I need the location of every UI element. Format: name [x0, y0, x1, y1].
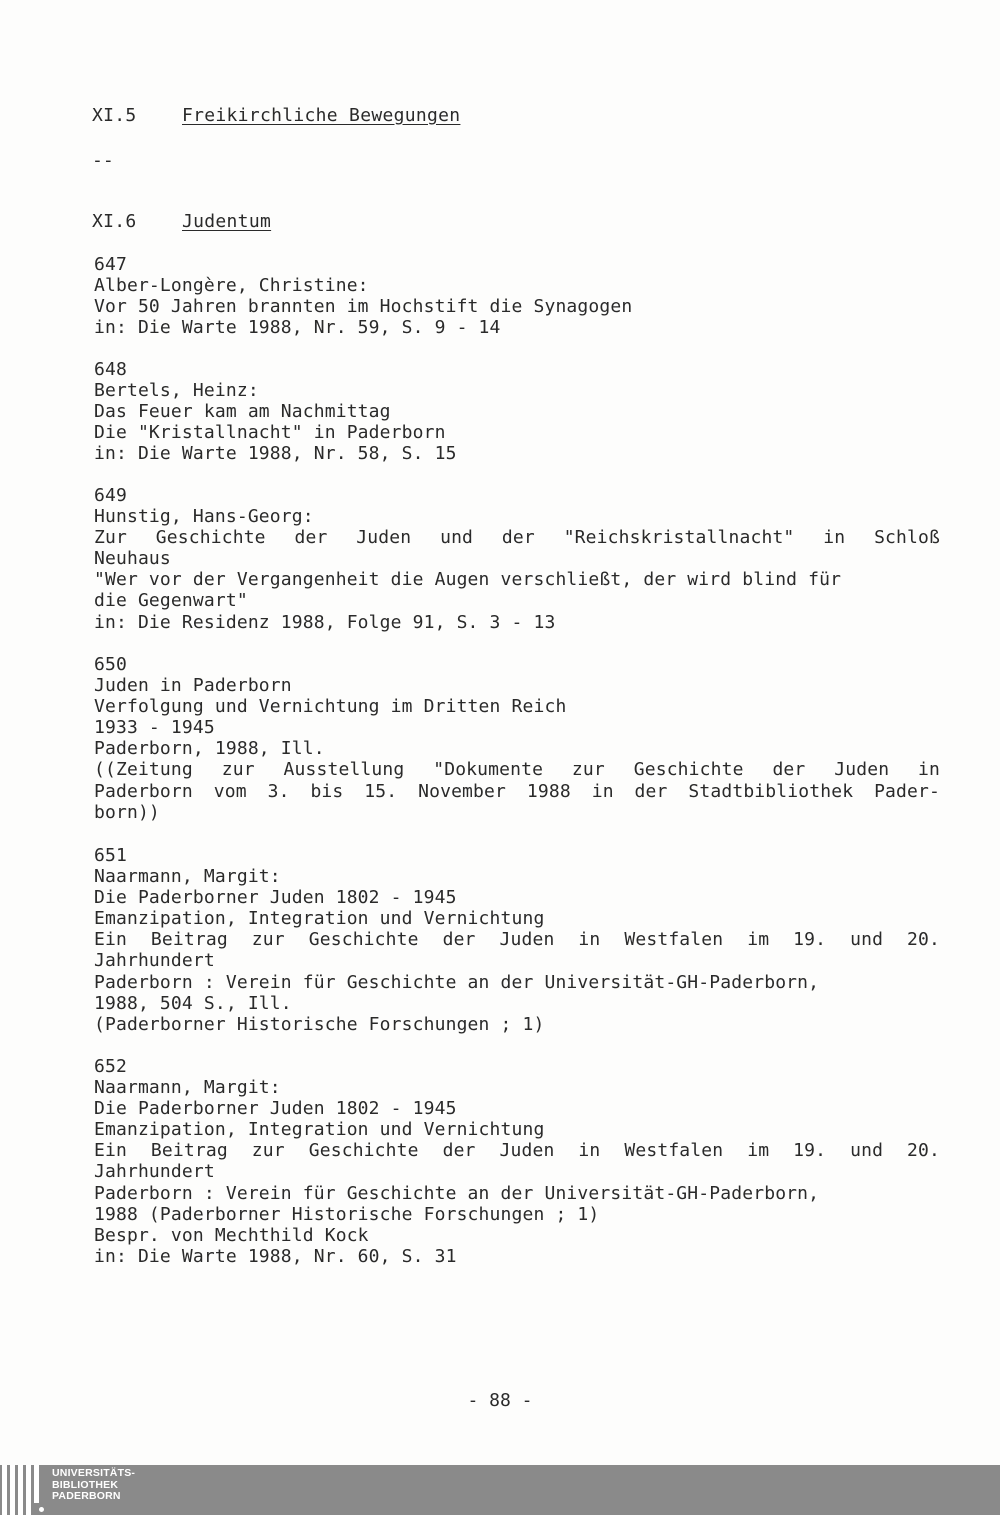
entry-author: Alber-Longère, Christine: — [94, 275, 369, 297]
entry-author: Naarmann, Margit: — [94, 866, 281, 888]
entry-line: in: Die Warte 1988, Nr. 58, S. 15 — [94, 443, 457, 465]
entry-line: 1933 - 1945 — [94, 717, 215, 739]
entry-line: Juden in Paderborn — [94, 675, 292, 697]
bibliography-entry-647 — [94, 254, 940, 338]
entry-line: Jahrhundert — [94, 950, 215, 972]
library-name-line: PADERBORN — [52, 1490, 121, 1502]
section-heading-xi5 — [92, 105, 460, 126]
library-name — [52, 1468, 135, 1503]
entry-line: born)) — [94, 801, 160, 823]
entry-line: 1988 (Paderborner Historische Forschungen ; 1) — [94, 1203, 600, 1225]
entry-line: 1988, 504 S., Ill. — [94, 992, 292, 1014]
entry-line: Bespr. von Mechthild Kock — [94, 1224, 369, 1246]
bibliography-entry-648 — [94, 359, 940, 464]
entry-line: Vor 50 Jahren brannten im Hochstift die Synagogen — [94, 296, 633, 318]
bibliography-entry-649 — [94, 485, 940, 633]
entry-line: Die Paderborner Juden 1802 - 1945 — [94, 1098, 457, 1120]
bibliography-entry-652 — [94, 1056, 940, 1267]
entry-line: die Gegenwart" — [94, 590, 248, 612]
entry-line: Ein Beitrag zur Geschichte der Juden in Westfalen im 19. und 20. — [94, 1140, 940, 1162]
entry-line: ((Zeitung zur Ausstellung "Dokumente zur Geschichte der Juden in — [94, 759, 940, 781]
entry-line: Neuhaus — [94, 548, 171, 570]
entry-line: Die Paderborner Juden 1802 - 1945 — [94, 887, 457, 909]
library-footer-bar — [0, 1465, 1000, 1515]
entry-number: 650 — [94, 654, 127, 675]
library-name-line: BIBLIOTHEK — [52, 1478, 119, 1491]
page-number: - 88 - — [467, 1390, 533, 1411]
entry-line: Verfolgung und Vernichtung im Dritten Reich — [94, 696, 567, 718]
entry-number: 652 — [94, 1056, 127, 1077]
entry-line: Paderborn, 1988, Ill. — [94, 738, 325, 760]
entry-line: Jahrhundert — [94, 1161, 215, 1183]
entry-line: Paderborn : Verein für Geschichte an der Universität-GH-Paderborn, — [94, 1182, 820, 1204]
entry-author: Hunstig, Hans-Georg: — [94, 506, 314, 528]
entry-line: (Paderborner Historische Forschungen ; 1) — [94, 1013, 545, 1035]
entry-line: in: Die Residenz 1988, Folge 91, S. 3 - 13 — [94, 611, 556, 633]
bibliography-entry-651 — [94, 845, 940, 1035]
entry-line: Die "Kristallnacht" in Paderborn — [94, 422, 446, 444]
entry-line: Zur Geschichte der Juden und der "Reichskristallnacht" in Schloß — [94, 527, 940, 549]
section-number: XI.6 — [92, 211, 137, 232]
entry-line: Emanzipation, Integration und Vernichtung — [94, 1119, 545, 1141]
entry-line: Emanzipation, Integration und Vernichtung — [94, 908, 545, 930]
entry-line: Das Feuer kam am Nachmittag — [94, 401, 391, 423]
entry-author: Bertels, Heinz: — [94, 380, 259, 402]
entry-author: Naarmann, Margit: — [94, 1077, 281, 1099]
entry-line: in: Die Warte 1988, Nr. 59, S. 9 - 14 — [94, 317, 501, 339]
entry-number: 648 — [94, 359, 127, 380]
entry-line: Paderborn vom 3. bis 15. November 1988 in der Stadtbibliothek Pader- — [94, 780, 940, 802]
entry-number: 649 — [94, 485, 127, 506]
entry-number: 647 — [94, 254, 127, 275]
section-title: Freikirchliche Bewegungen — [182, 105, 461, 126]
library-name-line: UNIVERSITÄTS- — [52, 1467, 136, 1479]
entry-line: "Wer vor der Vergangenheit die Augen verschließt, der wird blind für — [94, 569, 842, 591]
section-title: Judentum — [182, 211, 272, 232]
entry-line: Paderborn : Verein für Geschichte an der Universität-GH-Paderborn, — [94, 971, 820, 993]
section-number: XI.5 — [92, 105, 137, 126]
entry-line: in: Die Warte 1988, Nr. 60, S. 31 — [94, 1245, 457, 1267]
library-logo-icon — [0, 1465, 46, 1515]
bibliography-entry-650 — [94, 654, 940, 823]
empty-section-marker: -- — [92, 150, 114, 171]
entry-line: Ein Beitrag zur Geschichte der Juden in Westfalen im 19. und 20. — [94, 929, 940, 951]
entry-number: 651 — [94, 845, 127, 866]
section-heading-xi6 — [92, 211, 271, 232]
